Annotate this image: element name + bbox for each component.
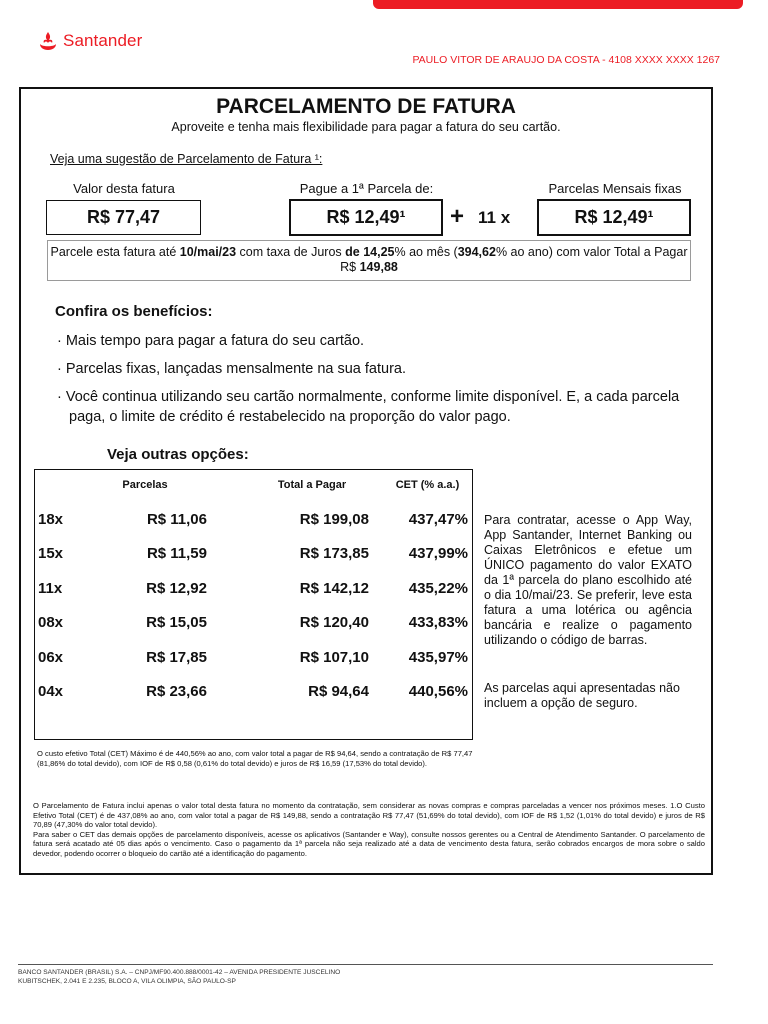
page-subtitle: Aproveite e tenha mais flexibilidade para pagar a fatura do seu cartão. <box>171 120 561 134</box>
cell-installment-value: R$ 23,66 <box>146 683 207 700</box>
benefit-item <box>57 387 687 427</box>
insurance-note: As parcelas aqui apresentadas não incluem a opção de seguro. <box>484 681 680 710</box>
cell-installments: 11x <box>38 579 63 597</box>
first-installment-box: R$ 12,49¹ <box>289 199 443 236</box>
cell-total: R$ 173,85 <box>299 545 369 563</box>
installment-count: 11 x <box>478 208 511 227</box>
cell-cet: 437,47% <box>408 511 468 528</box>
cell-cet: 435,97% <box>408 648 468 666</box>
cell-cet: 433,83% <box>408 614 468 632</box>
cell-total: R$ 120,40 <box>299 614 369 632</box>
cell-total: R$ 142,12 <box>299 579 369 597</box>
first-installment-label: Pague a 1ª Parcela de: <box>299 181 434 196</box>
cell-installment-value: R$ 17,85 <box>146 648 207 666</box>
condition-annual-rate: 394,62 <box>457 245 496 259</box>
cell-installment-value: R$ 12,92 <box>146 579 207 597</box>
condition-total: 149,88 <box>359 260 398 274</box>
condition-text: % ao mês ( <box>394 245 458 259</box>
bill-value-label: Valor desta fatura <box>73 181 175 196</box>
top-accent-bar <box>373 0 743 9</box>
column-header-installments: Parcelas <box>122 479 168 491</box>
disclaimer-paragraph: O Parcelamento de Fatura inclui apenas o valor total desta fatura no momento da contratação, sem considerar as novas compras e compras parceladas a vencer nos próximos meses. 1.O Custo Efetivo Total (CET) é de 437,08% ao ano, com valor total a pagar de R$ 149,88, sendo a contratação R$ 77,47 (51,69% do total devido), com IOF de R$ 1,52 (1,01% do total devido) e juros de R$ 70,89 (47,30% do valor total devido). <box>33 801 705 830</box>
cet-note: O custo efetivo Total (CET) Máximo é de 440,56% ao ano, com valor total a pagar de R$ 94,64, sendo a contratação de R$ 77,47 (81,86% do total devido), com IOF de R$ 0,58 (0,61% do total devido) e juros de R$ 16,59 (17,53% do total devido). <box>37 749 473 768</box>
suggestion-heading: Veja uma sugestão de Parcelamento de Fatura ¹: <box>50 152 323 166</box>
customer-card-line: PAULO VITOR DE ARAUJO DA COSTA - 4108 XXXX XXXX 1267 <box>412 54 720 66</box>
condition-text: com taxa de Juros <box>236 245 346 259</box>
footer-divider <box>18 964 713 965</box>
cell-total: R$ 107,10 <box>299 648 369 666</box>
benefit-item: · Mais tempo para pagar a fatura do seu cartão. <box>57 333 365 349</box>
cell-installments: 04x <box>38 683 64 700</box>
footer-line: KUBITSCHEK, 2.041 E 2.235, BLOCO A, VILA OLIMPIA, SÃO PAULO-SP <box>18 978 236 985</box>
benefit-item: · Parcelas fixas, lançadas mensalmente na sua fatura. <box>57 361 406 377</box>
cell-installments: 08x <box>38 614 64 632</box>
column-header-cet: CET (% a.a.) <box>395 479 460 491</box>
plus-sign: + <box>450 203 465 230</box>
cell-cet: 440,56% <box>408 683 468 700</box>
legal-disclaimer <box>33 801 705 859</box>
cell-installments: 06x <box>38 648 64 666</box>
condition-text: % ao ano) com valor Total a Pagar R$ <box>340 245 688 274</box>
condition-monthly-rate: de 14,25 <box>345 245 395 259</box>
cell-installment-value: R$ 11,59 <box>146 545 207 563</box>
condition-text: Parcele esta fatura até <box>50 245 180 259</box>
benefit-item-text: · Você continua utilizando seu cartão normalmente, conforme limite disponível. E, a cada parcela paga, o limite de crédito é restabelecido na proporção do valor pago. <box>57 389 680 425</box>
footer-line: BANCO SANTANDER (BRASIL) S.A. – CNPJ/MF90.400.888/0001-42 – AVENIDA PRESIDENTE JUSCELINO <box>18 969 341 976</box>
installment-condition <box>47 240 691 281</box>
cell-cet: 435,22% <box>408 579 468 597</box>
page-title: PARCELAMENTO DE FATURA <box>216 95 516 118</box>
footer-company-info <box>18 968 418 986</box>
options-title: Veja outras opções: <box>107 446 249 463</box>
cell-installment-value: R$ 11,06 <box>146 511 207 528</box>
cell-total: R$ 199,08 <box>299 511 369 528</box>
flame-icon <box>38 31 58 51</box>
benefits-title: Confira os benefícios: <box>55 303 213 320</box>
condition-date: 10/mai/23 <box>179 245 237 259</box>
disclaimer-paragraph: Para saber o CET das demais opções de parcelamento disponíveis, acesse os aplicativos (Santander e Way), consulte nossos gerentes ou a Central de Atendimento Santander. O parcelamento de fatura será acatado até 05 dias após o vencimento. Caso o pagamento da 1ª parcela não seja realizado até a data de vencimento desta fatura, serão cobrados encargos de mora sobre o saldo devedor, podendo ocorrer o bloqueio do cartão até a identificação do pagamento. <box>33 829 705 858</box>
cell-installments: 18x <box>38 511 64 528</box>
santander-logo <box>38 28 142 54</box>
cell-cet: 437,99% <box>408 545 468 563</box>
bill-value-box: R$ 77,47 <box>46 200 201 235</box>
how-to-contract: Para contratar, acesse o App Way, App Santander, Internet Banking ou Caixas Eletrônicos e efetue um ÚNICO pagamento do valor EXATO da 1ª parcela do plano escolhido até o dia 10/mai/23. Se preferir, leve esta fatura a uma lotérica ou agência bancária e realize o pagamento utilizando o código de barras. <box>484 513 692 647</box>
cell-installment-value: R$ 15,05 <box>146 614 207 632</box>
fixed-installments-box: R$ 12,49¹ <box>537 199 691 236</box>
cell-total: R$ 94,64 <box>308 683 369 700</box>
cell-installments: 15x <box>38 545 64 563</box>
brand-name: Santander <box>63 31 143 50</box>
fixed-installments-label: Parcelas Mensais fixas <box>548 181 682 196</box>
column-header-total: Total a Pagar <box>277 479 347 491</box>
